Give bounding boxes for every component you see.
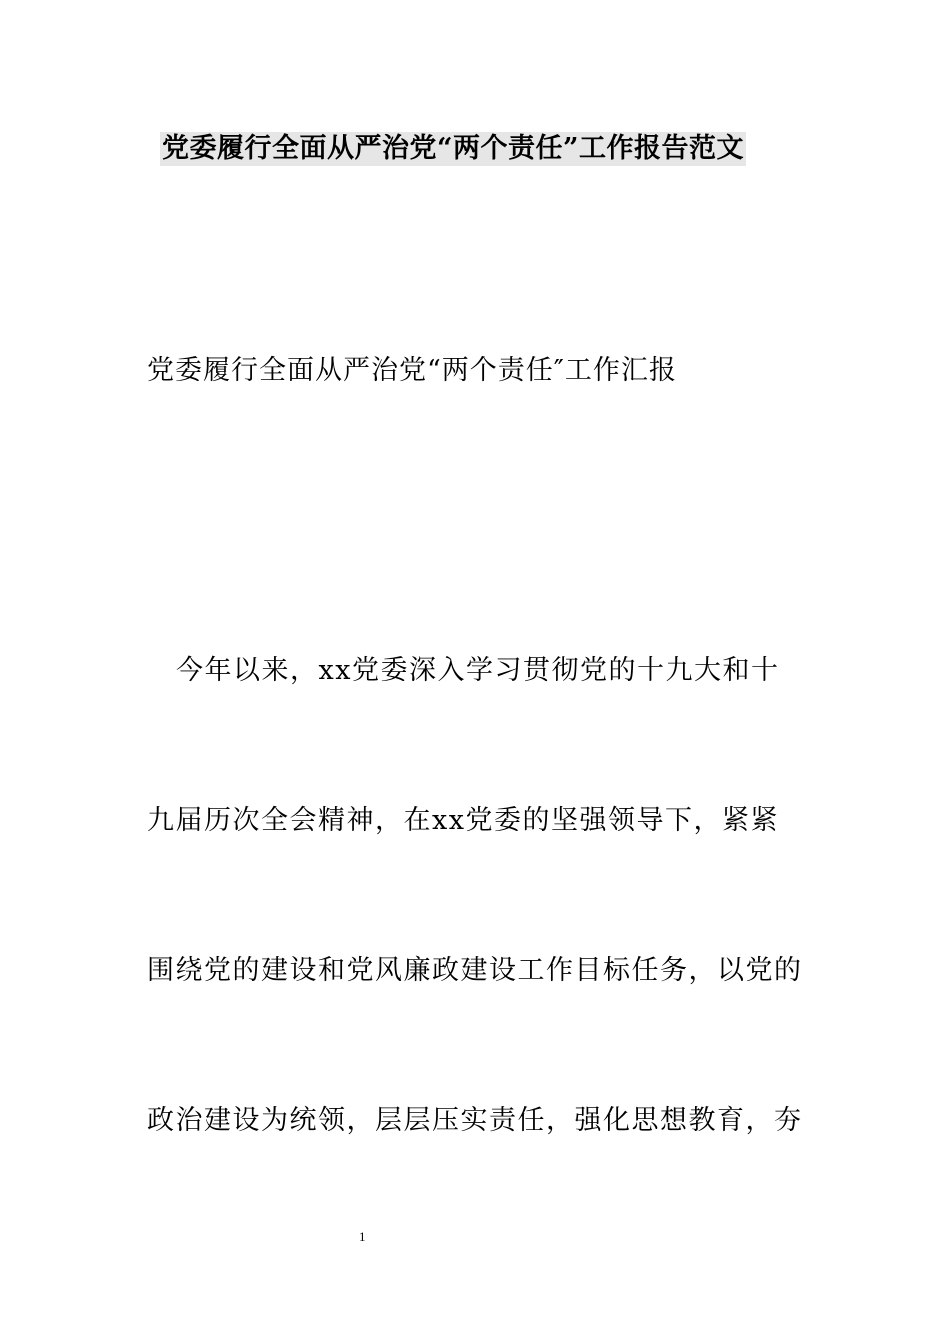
page-number: 1 [359, 1229, 366, 1244]
body-paragraph-line: 围绕党的建设和党风廉政建设工作目标任务，以党的 [147, 955, 803, 986]
document-subtitle: 党委履行全面从严治党“两个责任″工作汇报 [147, 355, 677, 386]
body-paragraph-line: 政治建设为统领，层层压实责任，强化思想教育，夯 [147, 1105, 803, 1136]
document-title: 党委履行全面从严治党“两个责任”工作报告范文 [162, 133, 745, 164]
body-paragraph-line: 今年以来，xx党委深入学习贯彻党的十九大和十 [176, 655, 780, 686]
body-paragraph-line: 九届历次全会精神，在xx党委的坚强领导下，紧紧 [147, 805, 779, 836]
